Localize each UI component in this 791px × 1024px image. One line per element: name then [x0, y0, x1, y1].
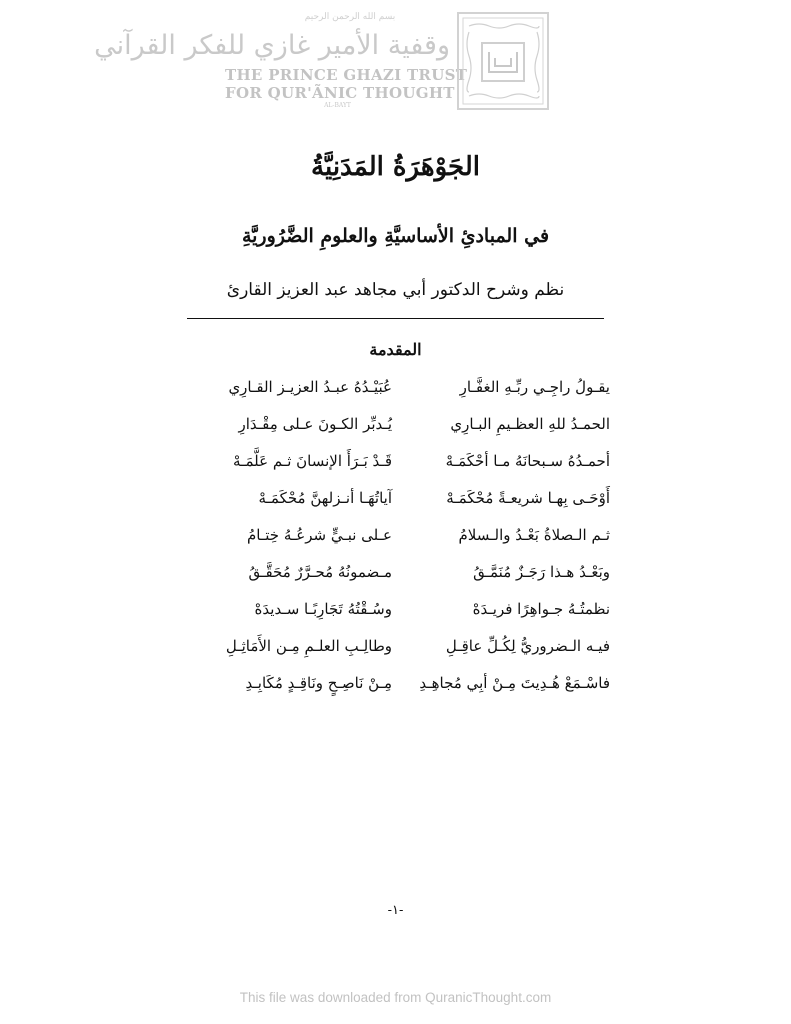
verse-first-hemistich: فيـه الـضروريُّ لِكُـلِّ عاقِـلِ — [445, 637, 610, 655]
page-number: -١- — [387, 903, 404, 918]
logo-basmala: بسم الله الرحمن الرحيم — [304, 12, 396, 22]
seal-emblem-icon — [457, 12, 549, 110]
verse-first-hemistich: الحمـدُ للهِ العظـيمِ البـارِي — [450, 415, 610, 433]
document-subtitle: في المبادئِ الأساسيَّةِ والعلومِ الضَّرُوريَّةِ — [241, 225, 550, 247]
verse-second-hemistich: آياتُهَـا أنـزلهنَّ مُحْكَمَـهْ — [258, 489, 392, 507]
verse-first-hemistich: أحمـدُهُ سـبحانَهُ مـا أحْكَمَـهْ — [445, 452, 610, 470]
verse-first-hemistich: أَوْحَـى بِهـا شريعـةً مُحْكَمَـهْ — [446, 489, 610, 507]
logo-arabic-calligraphy: وقفية الأمير غازي للفكر القرآني — [94, 30, 450, 61]
verse-second-hemistich: يُـدبِّر الكـونَ عـلى مِقْـدَارِ — [238, 415, 392, 433]
verse-second-hemistich: مـضمونُهُ مُحـرَّرٌ مُحَقَّـقُ — [248, 563, 392, 581]
verse-line — [0, 563, 791, 593]
verse-second-hemistich: مِـنْ نَاصِـحٍ ونَاقِـدٍ مُكَابِـدِ — [245, 674, 392, 692]
download-footer: This file was downloaded from QuranicThought.com — [239, 990, 552, 1005]
verse-second-hemistich: عُبَيْـدُهُ عبـدُ العزيـز القـارِي — [228, 378, 392, 396]
document-title: الجَوْهَرَةُ المَدَنِيَّةُ — [311, 152, 480, 182]
document-author: نظم وشرح الدكتور أبي مجاهد عبد العزيز القارئ — [226, 280, 565, 300]
verse-first-hemistich: فاسْـمَعْ هُـدِيتَ مِـنْ أبِي مُجاهِـدِ — [419, 674, 610, 692]
verse-second-hemistich: عـلى نبـيٍّ شرعُـهُ خِتـامُ — [247, 526, 392, 544]
trust-logo — [94, 8, 555, 109]
verse-first-hemistich: نظمتُـهُ جـواهِرًا فريـدَهْ — [472, 600, 610, 618]
logo-english-line-2: FOR QUR'ÃNIC THOUGHT — [225, 84, 455, 102]
verse-second-hemistich: وسُـقْتُهُ تَجَارِبًـا سـديدَهْ — [254, 600, 392, 618]
verse-line — [0, 526, 791, 556]
verse-first-hemistich: وبَعْـدُ هـذا رَجَـزٌ مُنَمَّـقُ — [473, 563, 610, 581]
section-heading: المقدمة — [369, 340, 422, 359]
verse-line — [0, 452, 791, 482]
verse-line — [0, 415, 791, 445]
verse-line — [0, 674, 791, 704]
verse-second-hemistich: وطالِـبِ العلـمِ مِـن الأَمَاثِـلِ — [225, 637, 392, 655]
title-divider — [187, 318, 604, 319]
verse-line — [0, 637, 791, 667]
verse-second-hemistich: قَـدْ بَـرَأَ الإنسانَ ثـم عَلَّمَـهْ — [233, 452, 392, 470]
verse-first-hemistich: ثـم الـصلاةُ بَعْـدُ والـسلامُ — [458, 526, 610, 544]
verse-line — [0, 378, 791, 408]
logo-tiny-text: AL-BAYT — [324, 102, 351, 109]
verse-line — [0, 489, 791, 519]
verse-line — [0, 600, 791, 630]
page-header — [0, 0, 791, 115]
verse-first-hemistich: يقـولُ راجِـي ربِّـهِ الغفَّـارِ — [459, 378, 610, 396]
logo-english-line-1: THE PRINCE GHAZI TRUST — [225, 66, 468, 84]
seal-inner-square — [481, 42, 525, 82]
